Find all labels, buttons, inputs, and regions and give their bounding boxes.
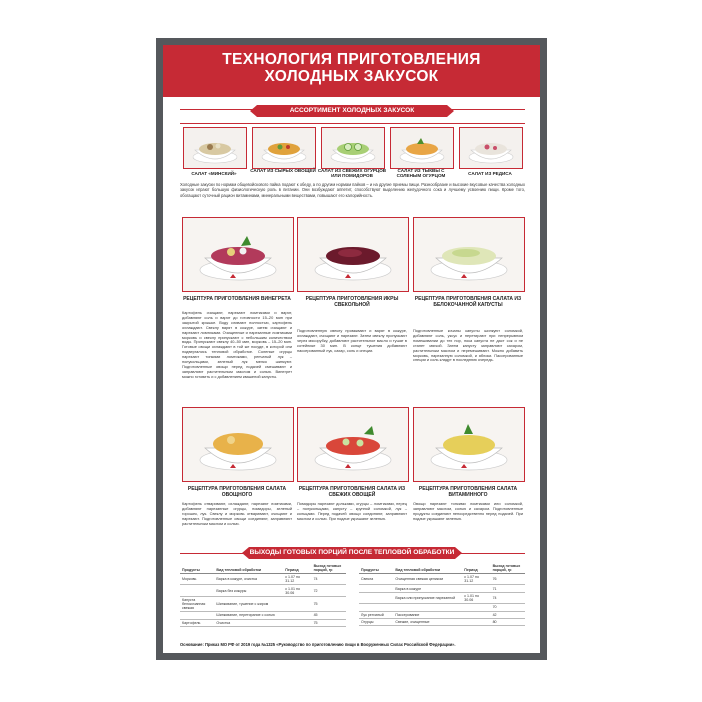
cell-yield: 72 (312, 585, 346, 596)
recipe-title-5: РЕЦЕПТУРА ПРИГОТОВЛЕНИЯ САЛАТА ИЗ СВЕЖИХ ОВОЩЕЙ (298, 486, 406, 498)
thumb-label-5: САЛАТ ИЗ РЕДИСА (468, 171, 512, 176)
cell-period: с 1.01 по 30.06 (462, 592, 490, 603)
cell-yield: 42 (491, 611, 525, 618)
cell-period (462, 604, 490, 611)
cell-yield: 74 (491, 592, 525, 603)
salad-plate-icon (298, 218, 408, 291)
cell-period (462, 618, 490, 625)
thumb-label-4: САЛАТ ИЗ ТЫКВЫ С СОЛЕНЫМ ОГУРЦОМ (396, 168, 446, 179)
cell-period: с 1.07 по 31.12 (462, 574, 490, 585)
cell-product: Капуста белокочанная свежая (180, 596, 214, 611)
table-row (180, 585, 346, 596)
recipe-title-2: РЕЦЕПТУРА ПРИГОТОВЛЕНИЯ ИКРЫ СВЕКОЛЬНОЙ (305, 296, 399, 308)
recipe-photo-vinegret (182, 217, 294, 292)
page-title (163, 51, 540, 85)
cell-period (462, 585, 490, 592)
cell-yield: 70 (491, 604, 525, 611)
cell-yield: 75 (312, 596, 346, 611)
table-row (359, 618, 525, 625)
cell-method: Свежие, очищенные (393, 618, 462, 625)
cell-method: Варка без кожуры (214, 585, 283, 596)
salad-bowl-icon (322, 128, 384, 168)
salad-bowl-icon (184, 128, 246, 168)
recipe-title-3: РЕЦЕПТУРА ПРИГОТОВЛЕНИЯ САЛАТА ИЗ БЕЛОКОЧАННОЙ КАПУСТЫ (414, 296, 522, 308)
header-band (163, 45, 540, 97)
cell-product: Огурцы (359, 618, 393, 625)
intro-text: Холодные закуски по нормам общевойскового пайка подают к обеду, а по другим нормам пайков – и на другие приемы пищи. Разнообразие и высокие вкусовые качества холодных закусок играют большую физиологическую роль в питании. Они возбуждают аппетит, способствуют выделению желудочного сока и лучшему усвоению пищи. Кроме того, обогащают суточный рацион витаминами, минеральными веществами, повышают его калорийность. (180, 182, 525, 198)
title-line-1: ТЕХНОЛОГИЯ ПРИГОТОВЛЕНИЯ (222, 51, 481, 68)
cell-product (359, 592, 393, 603)
recipe-title-6: РЕЦЕПТУРА ПРИГОТОВЛЕНИЯ САЛАТА ВИТАМИННОГО (418, 486, 518, 498)
cell-product (180, 585, 214, 596)
cell-method: Очищенная свежая целиком (393, 574, 462, 585)
salad-plate-icon (414, 218, 524, 291)
cell-period (283, 619, 311, 626)
salad-plate-icon (183, 408, 293, 481)
col-products: Продукты (359, 563, 393, 574)
cell-product: Картофель (180, 619, 214, 626)
table-row (359, 604, 525, 611)
cell-method: Варка или припускание нарезанной (393, 592, 462, 603)
footer-basis: Основание: Приказ МО РФ от 2019 года №1325 «Руководство по приготовлению пищи в Вооруженных Силах Российской Федерации». (180, 642, 456, 647)
cell-method: Варка в кожуре, очистка (214, 574, 283, 585)
cell-product (359, 604, 393, 611)
cell-yield: 71 (491, 585, 525, 592)
thumb-radish-salad (459, 127, 523, 169)
cell-method: Очистка (214, 619, 283, 626)
title-line-2: ХОЛОДНЫХ ЗАКУСОК (264, 68, 439, 85)
salad-bowl-icon (460, 128, 522, 168)
cell-method: Шинкование, перетирание с солью (214, 612, 283, 619)
col-period: Период (462, 563, 490, 574)
cell-product: Морковь (180, 574, 214, 585)
recipe-title-1: РЕЦЕПТУРА ПРИГОТОВЛЕНИЯ ВИНЕГРЕТА (183, 296, 291, 302)
table-row (359, 592, 525, 603)
poster-sheet (163, 45, 540, 653)
cell-yield: 75 (312, 619, 346, 626)
table-row (359, 585, 525, 592)
recipe-photo-vegetable-salad (182, 407, 294, 482)
col-method: Вид тепловой обработки (393, 563, 462, 574)
cell-period: с 1.01 по 30.06 (283, 585, 311, 596)
yields-table-left (180, 563, 346, 627)
thumb-label-2: САЛАТ ИЗ СЫРЫХ ОВОЩЕЙ (250, 168, 316, 173)
salad-plate-icon (298, 408, 408, 481)
yields-table-right (359, 563, 525, 626)
table-row (180, 612, 346, 619)
cell-period (283, 612, 311, 619)
divider-top-2 (180, 123, 525, 124)
recipe-photo-fresh-vegetables (297, 407, 409, 482)
table-header-row (180, 563, 346, 574)
col-method: Вид тепловой обработки (214, 563, 283, 574)
salad-plate-icon (414, 408, 524, 481)
cell-product: Лук репчатый (359, 611, 393, 618)
cell-product: Свекла (359, 574, 393, 585)
recipe-text-5: Помидоры нарезают дольками, огурцы – ломтиками, перец – полукольцами, капусту – крупной соломкой, лук – кольцами. Перед подачей овощи соединяют, заправляют маслом и солью. При подаче украшают зеленью. (297, 501, 407, 521)
table-row (180, 619, 346, 626)
table-row (359, 611, 525, 618)
recipe-text-2: Подготовленную свеклу промывают и варят в кожуре, охлаждают, очищают и нарезают. Затем свеклу пропускают через мясорубку, добавляют растительное масло и тушат в сотейнике 30 мин. В конце тушения добавляют пассерованный лук, сахар, соль и специи. (297, 328, 407, 353)
col-products: Продукты (180, 563, 214, 574)
cell-product (180, 612, 214, 619)
thumb-label-3: САЛАТ ИЗ СВЕЖИХ ОГУРЦОВ ИЛИ ПОМИДОРОВ (317, 168, 387, 179)
recipe-text-4: Картофель отваривают, охлаждают, нарезают ломтиками, добавляют нарезанные огурцы, помидоры, зеленый горошек, лук. Свеклу и морковь отваривают, очищают и нарезают. Подготовленные овощи соединяют, заправляют растительным маслом и солью. (182, 501, 292, 526)
table-row (180, 574, 346, 585)
recipe-photo-beet-caviar (297, 217, 409, 292)
salad-bowl-icon (391, 128, 453, 168)
cell-yield: 80 (491, 618, 525, 625)
recipe-text-3: Подготовленные кочаны капусты шинкуют соломкой, добавляют соль, уксус и перетирают при непрерывном помешивании до тех пор, пока капуста не даст сок и не станет мягкой. Затем капусту заправляют сахаром, растительным маслом и перемешивают. Можно добавить морковь, нарезанную соломкой, и яблоки. Пассерованные специи и соль кладут в последнюю очередь. (413, 328, 523, 363)
thumb-cucumber-tomato-salad (321, 127, 385, 169)
cell-period (283, 596, 311, 611)
recipe-text-6: Овощи нарезают тонкими ломтиками или соломкой, заправляют маслом, солью и сахаром. Подготовленные продукты соединяют непосредственно перед подачей. При подаче украшают зеленью. (413, 501, 523, 521)
cell-method: Варка в кожуре (393, 585, 462, 592)
cell-method: Пассерование (393, 611, 462, 618)
table-row (359, 574, 525, 585)
thumb-pumpkin-salad (390, 127, 454, 169)
salad-plate-icon (183, 218, 293, 291)
col-yield: Выход готовых порций, гр (312, 563, 346, 574)
cell-period: с 1.07 по 31.12 (283, 574, 311, 585)
table-row (180, 596, 346, 611)
salad-bowl-icon (253, 128, 315, 168)
recipe-text-1: Картофель очищают, нарезают ломтиками и варят, добавляют соль и варят до готовности 15–20 мин при закрытой крышке. Воду сливают полностью, картофель охлаждают. Свеклу варят в кожуре, затем очищают и нарезают ломтиками. Очищенные и нарезанные ломтиками морковь и свеклу припускают с небольшим количеством воды. Припускают свеклу 40–50 мин, морковь – 15–20 мин. Готовые овощи охлаждают в той же посуде, в которой они подвергались тепловой обработке. Соленые огурцы нарезают тонкими ломтиками, репчатый лук – полукольцами, зеленый лук мелко шинкуют. Подготовленные овощи перед подачей смешивают и заправляют растительным маслом и солью. Винегрет можно готовить и с добавлением квашеной капусты. (182, 310, 292, 379)
cell-period (462, 611, 490, 618)
cell-yield: 45 (312, 612, 346, 619)
cell-method (393, 604, 462, 611)
cell-yield: 74 (312, 574, 346, 585)
recipe-photo-vitamin-salad (413, 407, 525, 482)
col-yield: Выход готовых порций, гр (491, 563, 525, 574)
col-period: Период (283, 563, 311, 574)
cell-product (359, 585, 393, 592)
thumb-label-1: САЛАТ «МИНСКИЙ» (191, 171, 237, 176)
cell-yield: 76 (491, 574, 525, 585)
poster-frame (156, 38, 547, 660)
thumb-minsky-salad (183, 127, 247, 169)
cell-method: Шинкование, тушение с жиром (214, 596, 283, 611)
recipe-title-4: РЕЦЕПТУРА ПРИГОТОВЛЕНИЯ САЛАТА ОВОЩНОГО (187, 486, 287, 498)
assortment-banner: АССОРТИМЕНТ ХОЛОДНЫХ ЗАКУСОК (257, 105, 447, 117)
recipe-photo-cabbage-salad (413, 217, 525, 292)
yields-banner: ВЫХОДЫ ГОТОВЫХ ПОРЦИЙ ПОСЛЕ ТЕПЛОВОЙ ОБРАБОТКИ (249, 547, 455, 559)
table-header-row (359, 563, 525, 574)
thumb-raw-vegetable-salad (252, 127, 316, 169)
